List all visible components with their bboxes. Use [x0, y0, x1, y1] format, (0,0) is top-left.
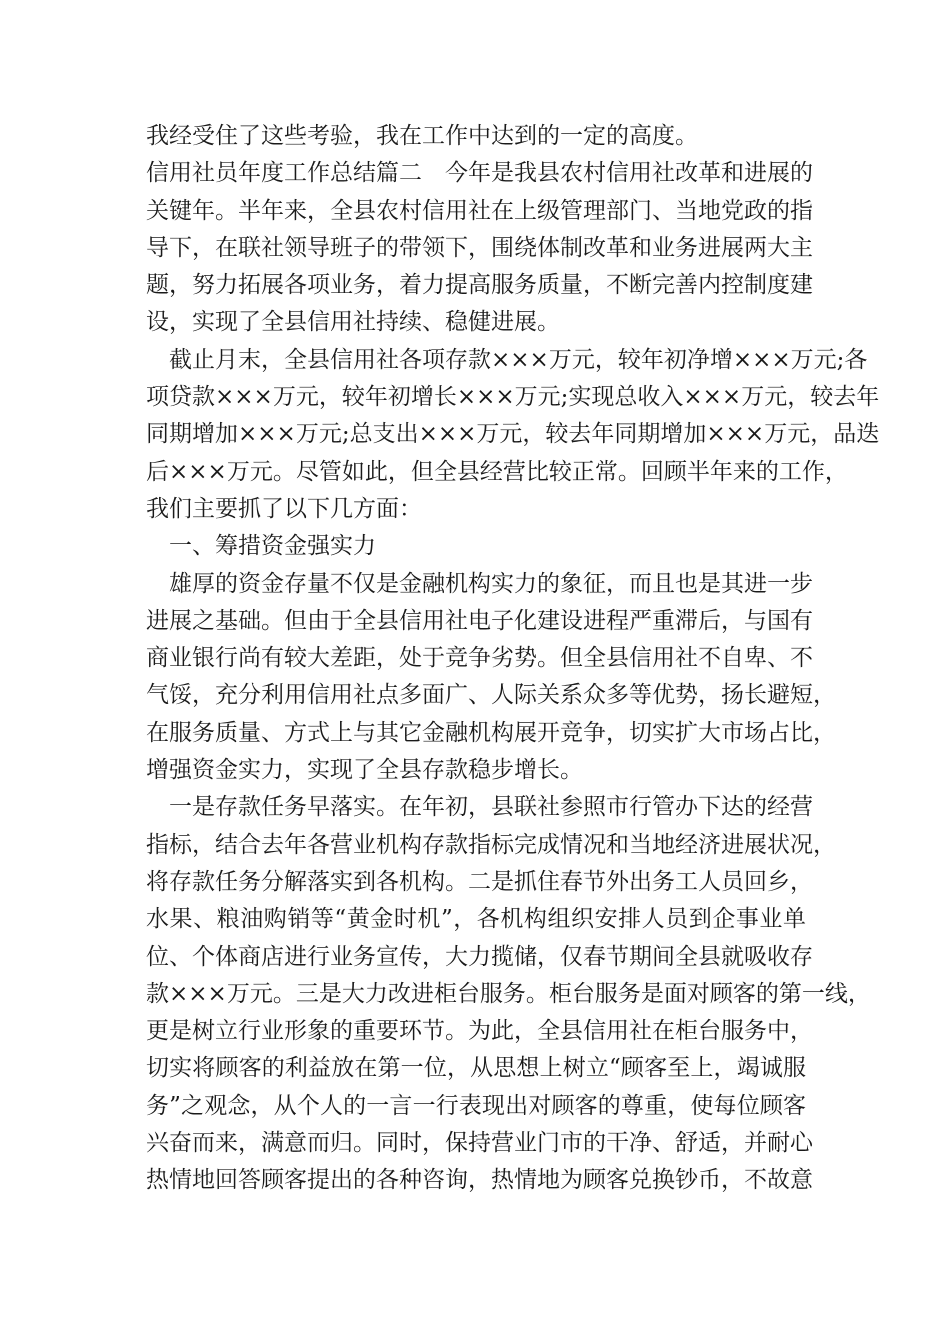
text-line: 信用社员年度工作总结篇二 今年是我县农村信用社改革和进展的 — [146, 160, 813, 187]
text-line: 商业银行尚有较大差距，处于竞争劣势。但全县信用社不自卑、不 — [146, 645, 813, 672]
text-line: 截止月末，全县信用社各项存款×××万元，较年初净增×××万元;各 — [146, 346, 868, 373]
text-line: 在服务质量、方式上与其它金融机构展开竞争，切实扩大市场占比， — [146, 719, 836, 746]
document-body — [146, 118, 880, 1200]
section-heading: 一、筹措资金强实力 — [146, 533, 376, 560]
text-line: 更是树立行业形象的重要环节。为此，全县信用社在柜台服务中， — [146, 1018, 813, 1045]
text-line: 项贷款×××万元，较年初增长×××万元;实现总收入×××万元，较去年 — [146, 384, 880, 411]
text-line: 气馁，充分利用信用社点多面广、人际关系众多等优势，扬长避短， — [146, 682, 836, 709]
text-line: 后×××万元。尽管如此，但全县经营比较正常。回顾半年来的工作， — [146, 458, 848, 485]
text-line: 设，实现了全县信用社持续、稳健进展。 — [146, 309, 560, 336]
text-line: 款×××万元。三是大力改进柜台服务。柜台服务是面对顾客的第一线， — [146, 980, 871, 1007]
text-line: 切实将顾客的利益放在第一位，从思想上树立“顾客至上，竭诚服 — [146, 1055, 806, 1082]
text-line: 我们主要抓了以下几方面： — [146, 495, 422, 522]
text-line: 水果、粮油购销等“黄金时机”，各机构组织安排人员到企事业单 — [146, 906, 806, 933]
text-line: 将存款任务分解落实到各机构。二是抓住春节外出务工人员回乡， — [146, 868, 813, 895]
text-line: 一是存款任务早落实。在年初，县联社参照市行管办下达的经营 — [146, 794, 813, 821]
text-line: 同期增加×××万元;总支出×××万元，较去年同期增加×××万元，品迭 — [146, 421, 880, 448]
text-line: 兴奋而来，满意而归。同时，保持营业门市的干净、舒适，并耐心 — [146, 1130, 813, 1157]
text-line: 增强资金实力，实现了全县存款稳步增长。 — [146, 757, 583, 784]
text-line: 热情地回答顾客提出的各种咨询，热情地为顾客兑换钞币，不故意 — [146, 1167, 813, 1194]
text-line: 务”之观念，从个人的一言一行表现出对顾客的尊重，使每位顾客 — [146, 1092, 806, 1119]
text-line: 位、个体商店进行业务宣传，大力揽储，仅春节期间全县就吸收存 — [146, 943, 813, 970]
text-line: 进展之基础。但由于全县信用社电子化建设进程严重滞后，与国有 — [146, 607, 813, 634]
text-line: 导下，在联社领导班子的带领下，围绕体制改革和业务进展两大主 — [146, 234, 813, 261]
text-line: 我经受住了这些考验，我在工作中达到的一定的高度。 — [146, 123, 698, 149]
text-line: 指标，结合去年各营业机构存款指标完成情况和当地经济进展状况， — [146, 831, 836, 858]
text-line: 雄厚的资金存量不仅是金融机构实力的象征，而且也是其进一步 — [146, 570, 813, 597]
text-line: 关键年。半年来，全县农村信用社在上级管理部门、当地党政的指 — [146, 197, 813, 224]
text-line: 题，努力拓展各项业务，着力提高服务质量，不断完善内控制度建 — [146, 272, 813, 299]
